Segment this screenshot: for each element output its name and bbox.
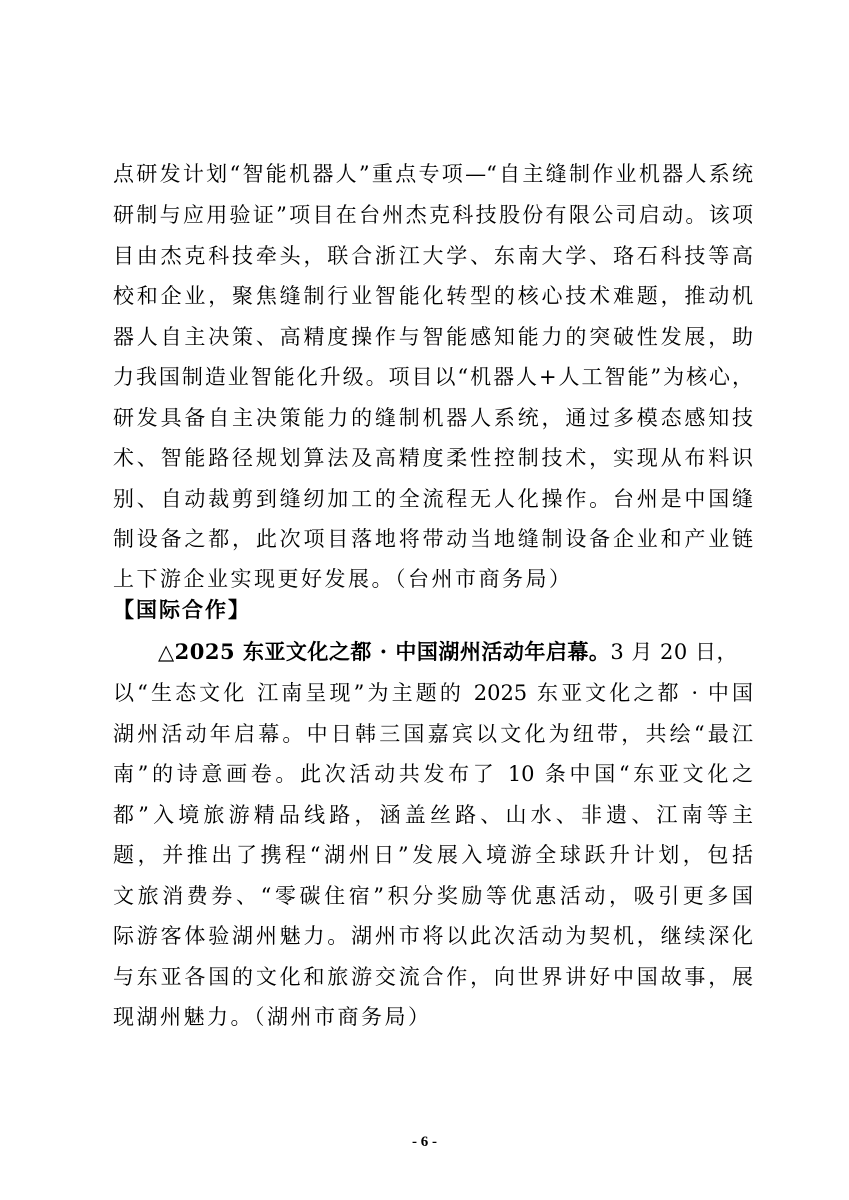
body-text-line: 制设备之都，此次项目落地将带动当地缝制设备企业和产业链 xyxy=(113,527,753,551)
body-text-line: 校和企业，聚焦缝制行业智能化转型的核心技术难题，推动机 xyxy=(113,284,753,308)
body-text-line: 文旅消费券、“零碳住宿”积分奖励等优惠活动，吸引更多国 xyxy=(113,884,753,908)
body-text-line: 现湖州魅力。（湖州市商务局） xyxy=(113,1005,432,1029)
body-text-line: 器人自主决策、高精度操作与智能感知能力的突破性发展，助 xyxy=(113,325,753,349)
body-text-line: 点研发计划“智能机器人”重点专项—“自主缝制作业机器人系统 xyxy=(113,162,753,186)
body-text-line: 研制与应用验证”项目在台州杰克科技股份有限公司启动。该项 xyxy=(113,203,753,227)
body-text-line: 与东亚各国的文化和旅游交流合作，向世界讲好中国故事，展 xyxy=(113,965,753,989)
news-item-date: 3 月 20 日， xyxy=(610,640,738,664)
body-text-line: 上下游企业实现更好发展。（台州市商务局） xyxy=(113,567,573,591)
body-text-line: 术、智能路径规划算法及高精度柔性控制技术，实现从布料识 xyxy=(113,446,753,470)
body-text-line: 际游客体验湖州魅力。湖州市将以此次活动为契机，继续深化 xyxy=(113,924,753,948)
body-text-line: 南”的诗意画卷。此次活动共发布了 10 条中国“东亚文化之 xyxy=(113,762,753,786)
news-item-title: △2025 东亚文化之都 · 中国湖州活动年启幕。 xyxy=(158,639,611,664)
section-heading: 【国际合作】 xyxy=(113,598,251,622)
body-text-line: 研发具备自主决策能力的缝制机器人系统，通过多模态感知技 xyxy=(113,406,753,430)
page-number: - 6 - xyxy=(412,1134,437,1150)
news-item-first-line xyxy=(158,632,753,672)
body-text-line: 以“生态文化 江南呈现”为主题的 2025 东亚文化之都 · 中国 xyxy=(113,681,753,705)
body-text-line: 目由杰克科技牵头，联合浙江大学、东南大学、珞石科技等高 xyxy=(113,244,753,268)
body-text-line: 别、自动裁剪到缝纫加工的全流程无人化操作。台州是中国缝 xyxy=(113,487,753,511)
body-text-line: 力我国制造业智能化升级。项目以“机器人+人工智能”为核心， xyxy=(113,365,753,389)
body-text-line: 都”入境旅游精品线路，涵盖丝路、山水、非遗、江南等主 xyxy=(113,803,753,827)
body-text-line: 题，并推出了携程“湖州日”发展入境游全球跃升计划，包括 xyxy=(113,843,753,867)
body-text-line: 湖州活动年启幕。中日韩三国嘉宾以文化为纽带，共绘“最江 xyxy=(113,722,753,746)
